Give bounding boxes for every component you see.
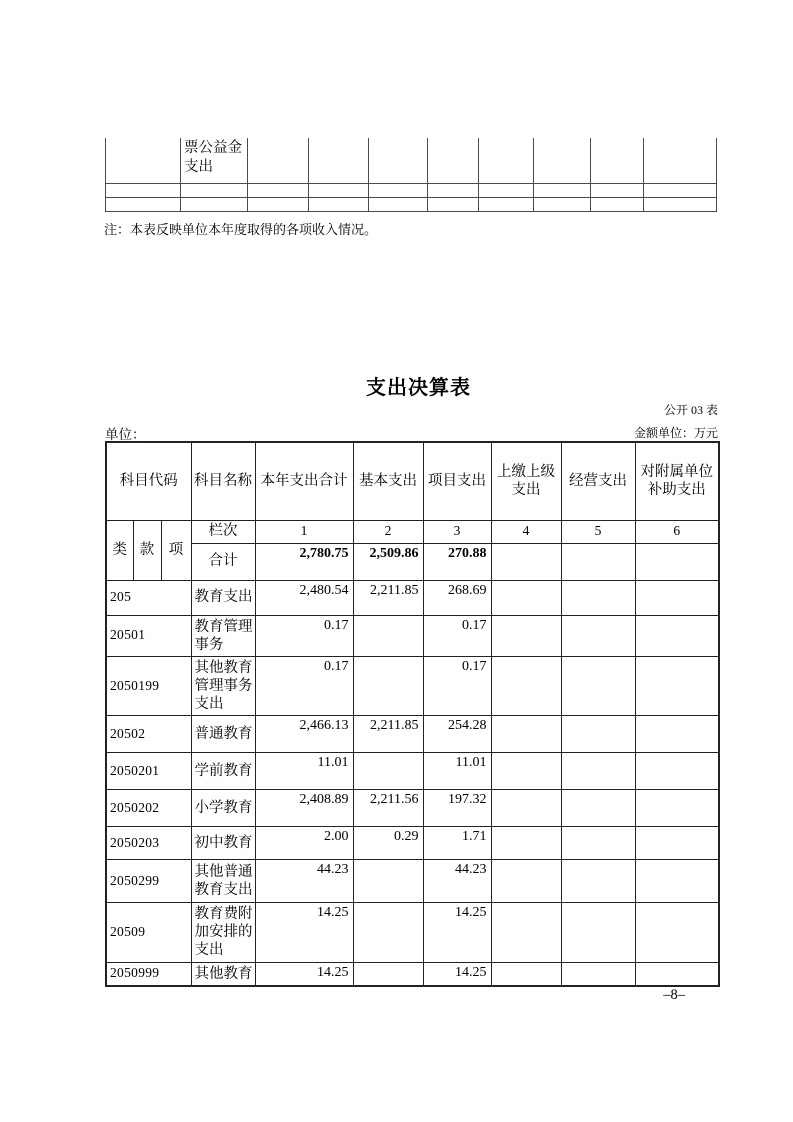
value-cell [561, 860, 635, 903]
subject-name-cell: 其他教育管理事务支出 [191, 656, 255, 715]
value-cell [353, 860, 423, 903]
col-header-basic-expenditure: 基本支出 [353, 442, 423, 520]
rank-label-cell: 栏次 [191, 520, 255, 543]
col-header-subject-code: 科目代码 [106, 442, 191, 520]
subject-name-cell: 教育管理事务 [191, 615, 255, 656]
empty-cell [644, 183, 717, 197]
empty-cell [181, 183, 248, 197]
total-value-cell [491, 543, 561, 580]
empty-cell [428, 138, 479, 183]
empty-cell [591, 138, 644, 183]
value-cell [561, 903, 635, 962]
subject-code-cell: 2050203 [106, 827, 191, 860]
value-cell: 2,211.56 [353, 790, 423, 827]
unit-label-text: 单位 [105, 427, 132, 442]
table-row [106, 753, 719, 790]
table-row [106, 860, 719, 903]
subject-name-cell: 教育支出 [191, 580, 255, 615]
value-cell: 0.17 [423, 615, 491, 656]
value-cell [635, 580, 719, 615]
subject-code-cell: 2050202 [106, 790, 191, 827]
value-cell [561, 827, 635, 860]
subject-name-cell: 小学教育 [191, 790, 255, 827]
page-number: –8– [663, 987, 685, 1003]
value-cell: 44.23 [423, 860, 491, 903]
table-row [106, 656, 719, 715]
col-header-project-expenditure: 项目支出 [423, 442, 491, 520]
empty-cell [309, 183, 369, 197]
value-cell [353, 753, 423, 790]
value-cell [491, 860, 561, 903]
value-cell [491, 827, 561, 860]
rank-number-cell: 4 [491, 520, 561, 543]
value-cell: 14.25 [255, 962, 353, 986]
value-cell [491, 790, 561, 827]
value-cell: 2.00 [255, 827, 353, 860]
subject-code-cell: 2050999 [106, 962, 191, 986]
value-cell: 44.23 [255, 860, 353, 903]
value-cell [635, 615, 719, 656]
col-header-operating-expenditure: 经营支出 [561, 442, 635, 520]
value-cell: 2,211.85 [353, 716, 423, 753]
form-code: 公开 03 表 [663, 403, 718, 417]
value-cell: 11.01 [255, 753, 353, 790]
subject-name-cell: 普通教育 [191, 716, 255, 753]
empty-cell [248, 138, 309, 183]
fragment-row [106, 138, 717, 183]
value-cell: 197.32 [423, 790, 491, 827]
fragment-row [106, 197, 717, 211]
empty-cell [369, 138, 428, 183]
fragment-row [106, 183, 717, 197]
value-cell [635, 790, 719, 827]
table-row [106, 580, 719, 615]
value-cell: 1.71 [423, 827, 491, 860]
empty-cell [106, 197, 181, 211]
value-cell [561, 656, 635, 715]
value-cell [491, 615, 561, 656]
empty-cell [534, 183, 591, 197]
subject-code-cell: 20509 [106, 903, 191, 962]
value-cell: 0.17 [255, 615, 353, 656]
rank-number-cell: 1 [255, 520, 353, 543]
subject-code-cell: 20501 [106, 615, 191, 656]
empty-cell [644, 138, 717, 183]
value-cell [353, 962, 423, 986]
empty-cell [106, 183, 181, 197]
value-cell [635, 827, 719, 860]
empty-cell [428, 197, 479, 211]
subject-name-cell: 其他教育 [191, 962, 255, 986]
empty-cell [591, 197, 644, 211]
table-row [106, 903, 719, 962]
value-cell: 254.28 [423, 716, 491, 753]
empty-cell [309, 197, 369, 211]
table-row [106, 716, 719, 753]
total-value-cell [635, 543, 719, 580]
empty-cell [309, 138, 369, 183]
subcol-header-item: 项 [161, 520, 191, 580]
value-cell: 14.25 [423, 962, 491, 986]
report-title: 支出决算表 [366, 377, 471, 399]
value-cell: 0.17 [423, 656, 491, 715]
value-cell: 268.69 [423, 580, 491, 615]
rank-number-cell: 6 [635, 520, 719, 543]
expenditure-table [105, 441, 720, 987]
table-row [106, 615, 719, 656]
empty-cell [106, 138, 181, 183]
subject-code-cell: 2050199 [106, 656, 191, 715]
subcol-header-section: 款 [133, 520, 161, 580]
value-cell [491, 580, 561, 615]
rank-number-cell: 5 [561, 520, 635, 543]
empty-cell [369, 183, 428, 197]
empty-cell [479, 138, 534, 183]
value-cell [561, 580, 635, 615]
value-cell [561, 753, 635, 790]
value-cell: 11.01 [423, 753, 491, 790]
subject-code-cell: 205 [106, 580, 191, 615]
value-cell [491, 903, 561, 962]
empty-cell [534, 197, 591, 211]
value-cell [635, 753, 719, 790]
col-header-total-expenditure: 本年支出合计 [255, 442, 353, 520]
total-value-cell: 2,780.75 [255, 543, 353, 580]
total-label-cell: 合计 [191, 543, 255, 580]
value-cell: 0.17 [255, 656, 353, 715]
value-cell [561, 790, 635, 827]
prev-table-fragment [105, 138, 717, 212]
value-cell [353, 903, 423, 962]
amount-unit-label: 金额单位：万元 [633, 426, 718, 440]
value-cell: 0.29 [353, 827, 423, 860]
empty-cell [479, 183, 534, 197]
value-cell [491, 716, 561, 753]
empty-cell [479, 197, 534, 211]
table-row [106, 790, 719, 827]
total-value-cell [561, 543, 635, 580]
col-header-subsidy-expenditure: 对附属单位补助支出 [635, 442, 719, 520]
carryover-cell: 票公益金支出 [181, 138, 248, 183]
empty-cell [644, 197, 717, 211]
total-value-cell: 2,509.86 [353, 543, 423, 580]
subject-name-cell: 初中教育 [191, 827, 255, 860]
value-cell: 2,466.13 [255, 716, 353, 753]
empty-cell [369, 197, 428, 211]
value-cell: 2,211.85 [353, 580, 423, 615]
value-cell [635, 903, 719, 962]
subject-code-cell: 20502 [106, 716, 191, 753]
table-row [106, 962, 719, 986]
value-cell [491, 962, 561, 986]
empty-cell [428, 183, 479, 197]
value-cell [635, 716, 719, 753]
value-cell [635, 860, 719, 903]
subject-name-cell: 教育费附加安排的支出 [191, 903, 255, 962]
empty-cell [248, 183, 309, 197]
value-cell [561, 716, 635, 753]
value-cell: 14.25 [255, 903, 353, 962]
value-cell [491, 656, 561, 715]
subject-code-cell: 2050299 [106, 860, 191, 903]
col-header-upturned-expenditure: 上缴上级支出 [491, 442, 561, 520]
value-cell [491, 753, 561, 790]
empty-cell [181, 197, 248, 211]
value-cell: 14.25 [423, 903, 491, 962]
value-cell [353, 615, 423, 656]
subject-name-cell: 其他普通教育支出 [191, 860, 255, 903]
value-cell [635, 962, 719, 986]
value-cell [561, 615, 635, 656]
total-value-cell: 270.88 [423, 543, 491, 580]
value-cell [561, 962, 635, 986]
rank-number-cell: 3 [423, 520, 491, 543]
rank-row [106, 520, 719, 543]
header-row [106, 442, 719, 520]
subject-code-cell: 2050201 [106, 753, 191, 790]
empty-cell [591, 183, 644, 197]
value-cell: 2,408.89 [255, 790, 353, 827]
value-cell [635, 656, 719, 715]
total-row [106, 543, 719, 580]
rank-number-cell: 2 [353, 520, 423, 543]
table-row [106, 827, 719, 860]
col-header-subject-name: 科目名称 [191, 442, 255, 520]
empty-cell [534, 138, 591, 183]
unit-label-colon: ： [132, 427, 146, 442]
subcol-header-class: 类 [106, 520, 133, 580]
value-cell: 2,480.54 [255, 580, 353, 615]
empty-cell [248, 197, 309, 211]
subject-name-cell: 学前教育 [191, 753, 255, 790]
value-cell [353, 656, 423, 715]
table-note: 注：本表反映单位本年度取得的各项收入情况。 [104, 222, 378, 237]
